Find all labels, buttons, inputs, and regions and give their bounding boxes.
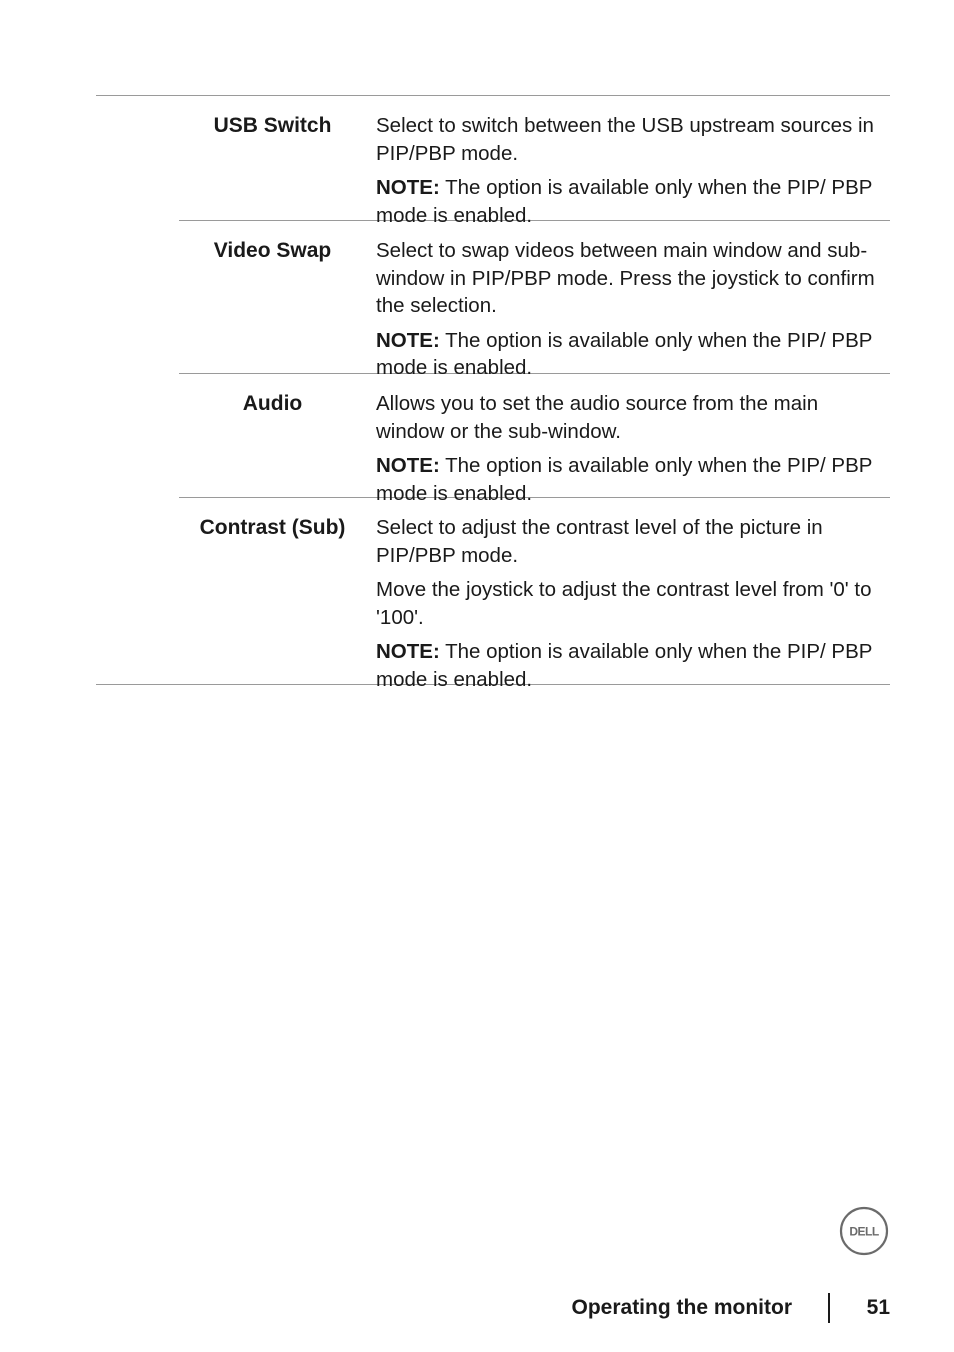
note-label: NOTE: [376, 454, 440, 477]
note-label: NOTE: [376, 176, 440, 199]
term-video-swap: Video Swap [213, 239, 332, 262]
svg-text:DELL: DELL [849, 1224, 879, 1239]
note-label: NOTE: [376, 640, 440, 663]
row-description [376, 237, 881, 389]
note-paragraph: NOTE: The option is available only when the PIP/ PBP mode is enabled. [376, 176, 873, 227]
table-top-rule [96, 95, 890, 96]
footer-section-title: Operating the monitor [571, 1296, 792, 1319]
note-paragraph: NOTE: The option is available only when the PIP/ PBP mode is enabled. [376, 328, 873, 379]
dell-logo-icon [839, 1206, 889, 1256]
row-description [376, 514, 881, 700]
note-label: NOTE: [376, 328, 440, 352]
note-paragraph: NOTE: The option is available only when the PIP/ PBP mode is enabled. [376, 454, 873, 505]
term-audio: Audio [242, 392, 303, 415]
term-contrast-sub: Contrast (Sub) [199, 516, 346, 539]
description-paragraph: Allows you to set the audio source from the main window or the sub-window. [376, 392, 819, 443]
description-paragraph: Move the joystick to adjust the contrast level from '0' to '100'. [376, 578, 872, 629]
term-usb-switch: USB Switch [213, 114, 332, 137]
footer-separator [828, 1293, 830, 1323]
row-description [376, 112, 881, 236]
page-number: 51 [866, 1296, 890, 1319]
description-paragraph: Select to adjust the contrast level of the picture in PIP/PBP mode. [376, 516, 823, 567]
note-paragraph: NOTE: The option is available only when the PIP/ PBP mode is enabled. [376, 640, 873, 691]
description-paragraph: Select to switch between the USB upstream sources in PIP/PBP mode. [376, 114, 874, 165]
row-description [376, 390, 881, 514]
description-paragraph: Select to swap videos between main window and sub-window in PIP/PBP mode. Press the joystick to confirm the selection. [376, 239, 875, 317]
